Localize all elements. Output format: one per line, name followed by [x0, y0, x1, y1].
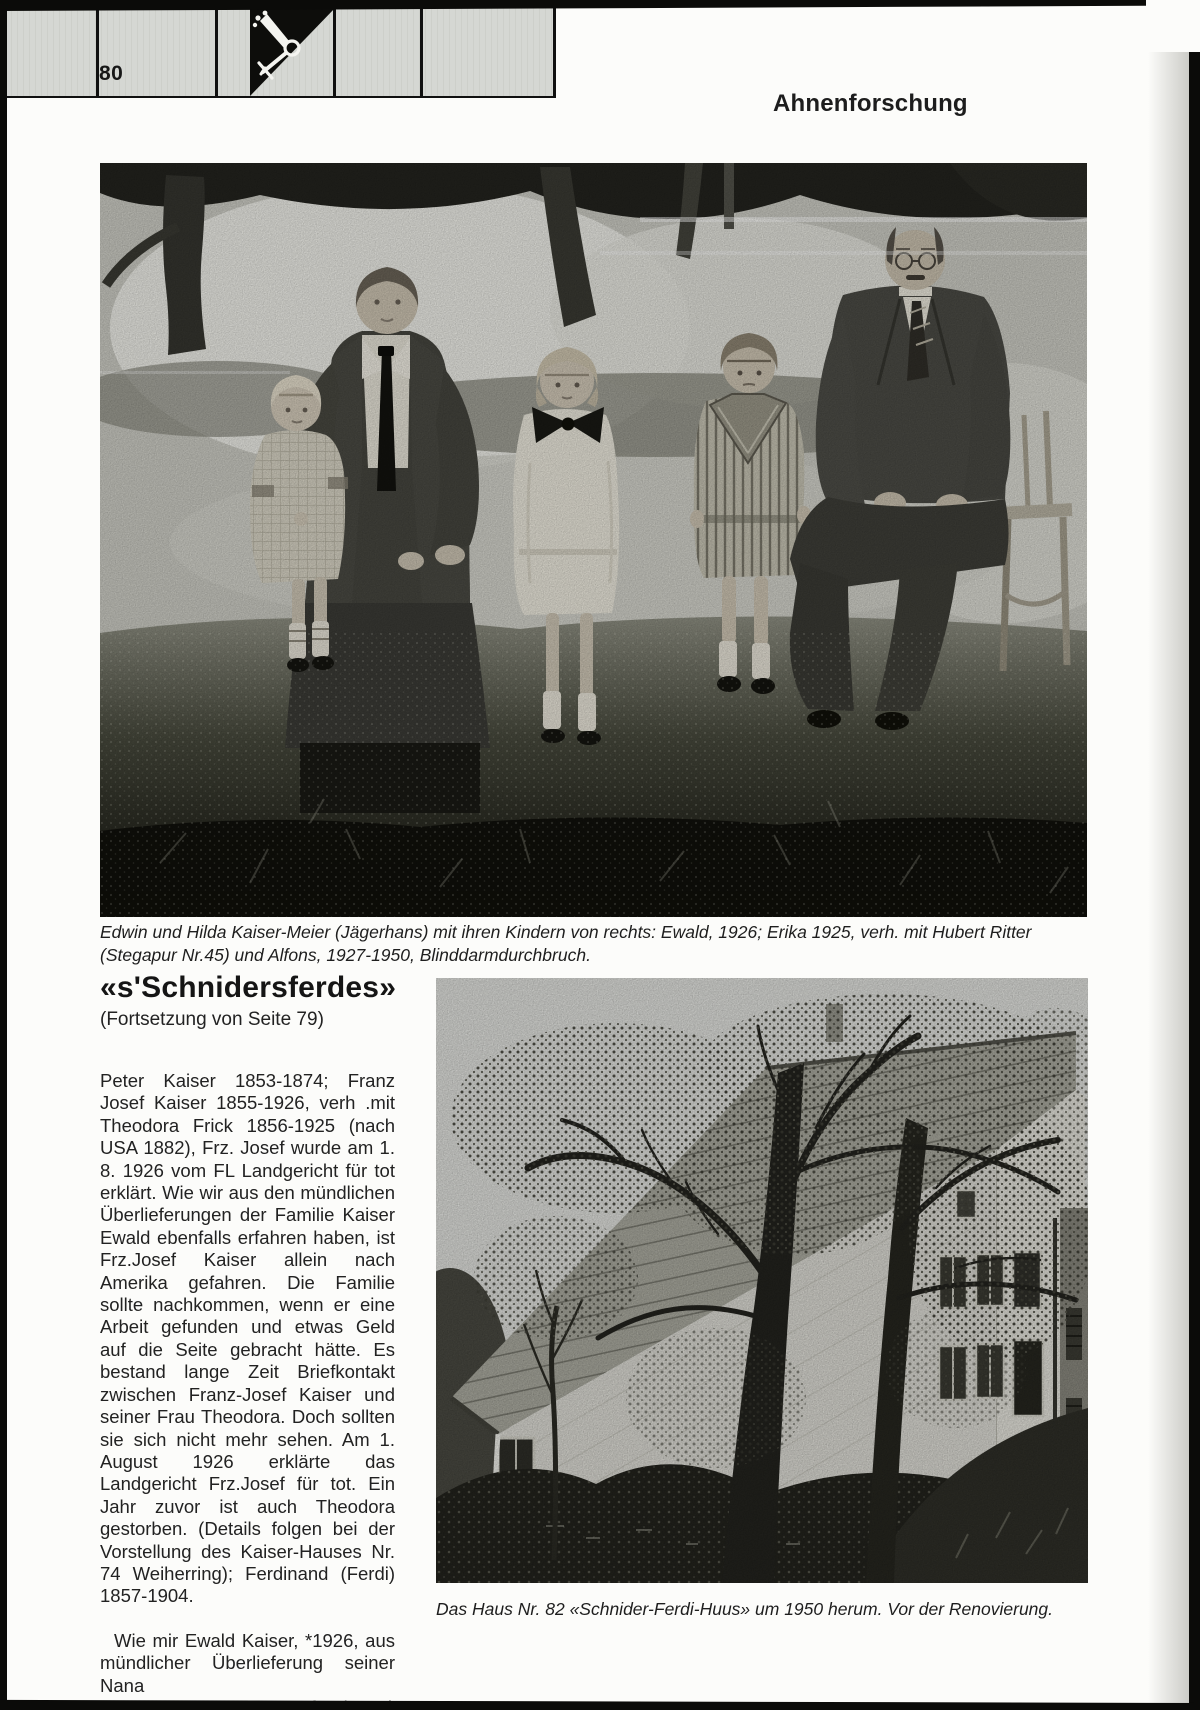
crossed-sword-and-key-icon — [250, 8, 335, 96]
family-photo-caption: Edwin und Hilda Kaiser-Meier (Jägerhans) mit ihren Kindern von rechts: Ewald, 1926; Erika 1925, verh. mit Hubert Ritter (Stegapur Nr.45) und Alfons, 1927-1950, Blinddarmdurchbruch. — [100, 922, 1032, 965]
corner-emblem — [250, 8, 335, 96]
header-divider — [215, 8, 218, 96]
family-photo-image — [100, 163, 1087, 917]
paragraph: Wie mir Ewald Kaiser, *1926, aus mündlicher Überlieferung seiner Nana — [100, 1629, 395, 1696]
article-title: «s'Schnidersferdes» — [100, 971, 397, 1004]
page-number: 80 — [99, 62, 124, 85]
scan-edge-shade — [1148, 52, 1189, 1710]
header-divider — [553, 8, 556, 96]
paragraph: Peter Kaiser 1853-1874; Franz Josef Kaiser 1855-1926, verh .mit Theodora Frick 1856-1925 (nach USA 1882), Frz. Josef wurde am 1. 8. 1926 vom FL Landgericht für tot erklärt. Wie wir aus den mündlichen Überlieferungen der Familie Kaiser Ewald ebenfalls erfahren haben, ist Frz.Josef Kaiser allein nach Amerika gefahren. Die Familie sollte nachkommen, wenn er eine Arbeit gefunden und etwas Geld auf die Seite gebracht hätte. Es bestand lange Zeit Briefkontakt zwischen Franz-Josef Kaiser und seiner Frau Theodora. Doch sollten sie sich nicht mehr sehen. Am 1. August 1926 erklärte das Landgericht Frz.Josef für tot. Ein Jahr zuvor ist auch Theodora gestorben. (Details folgen bei der Vorstellung des Kaiser-Hauses Nr. 74 Weiherring); Ferdinand (Ferdi) 1857-1904. — [100, 1070, 395, 1607]
article-subtitle: (Fortsetzung von Seite 79) — [100, 1009, 324, 1030]
scan-edge-right — [1189, 52, 1200, 1710]
scan-edge-top — [0, 0, 1146, 11]
house-photo — [436, 978, 1088, 1583]
house-photo-image — [436, 978, 1088, 1583]
family-photo — [100, 163, 1087, 917]
section-title: Ahnenforschung — [773, 90, 968, 117]
scan-edge-left — [0, 6, 7, 1704]
header-divider — [420, 8, 423, 96]
house-photo-caption: Das Haus Nr. 82 «Schnider-Ferdi-Huus» um 1950 herum. Vor der Renovierung. — [436, 1599, 1054, 1619]
article-body — [100, 1070, 395, 1710]
